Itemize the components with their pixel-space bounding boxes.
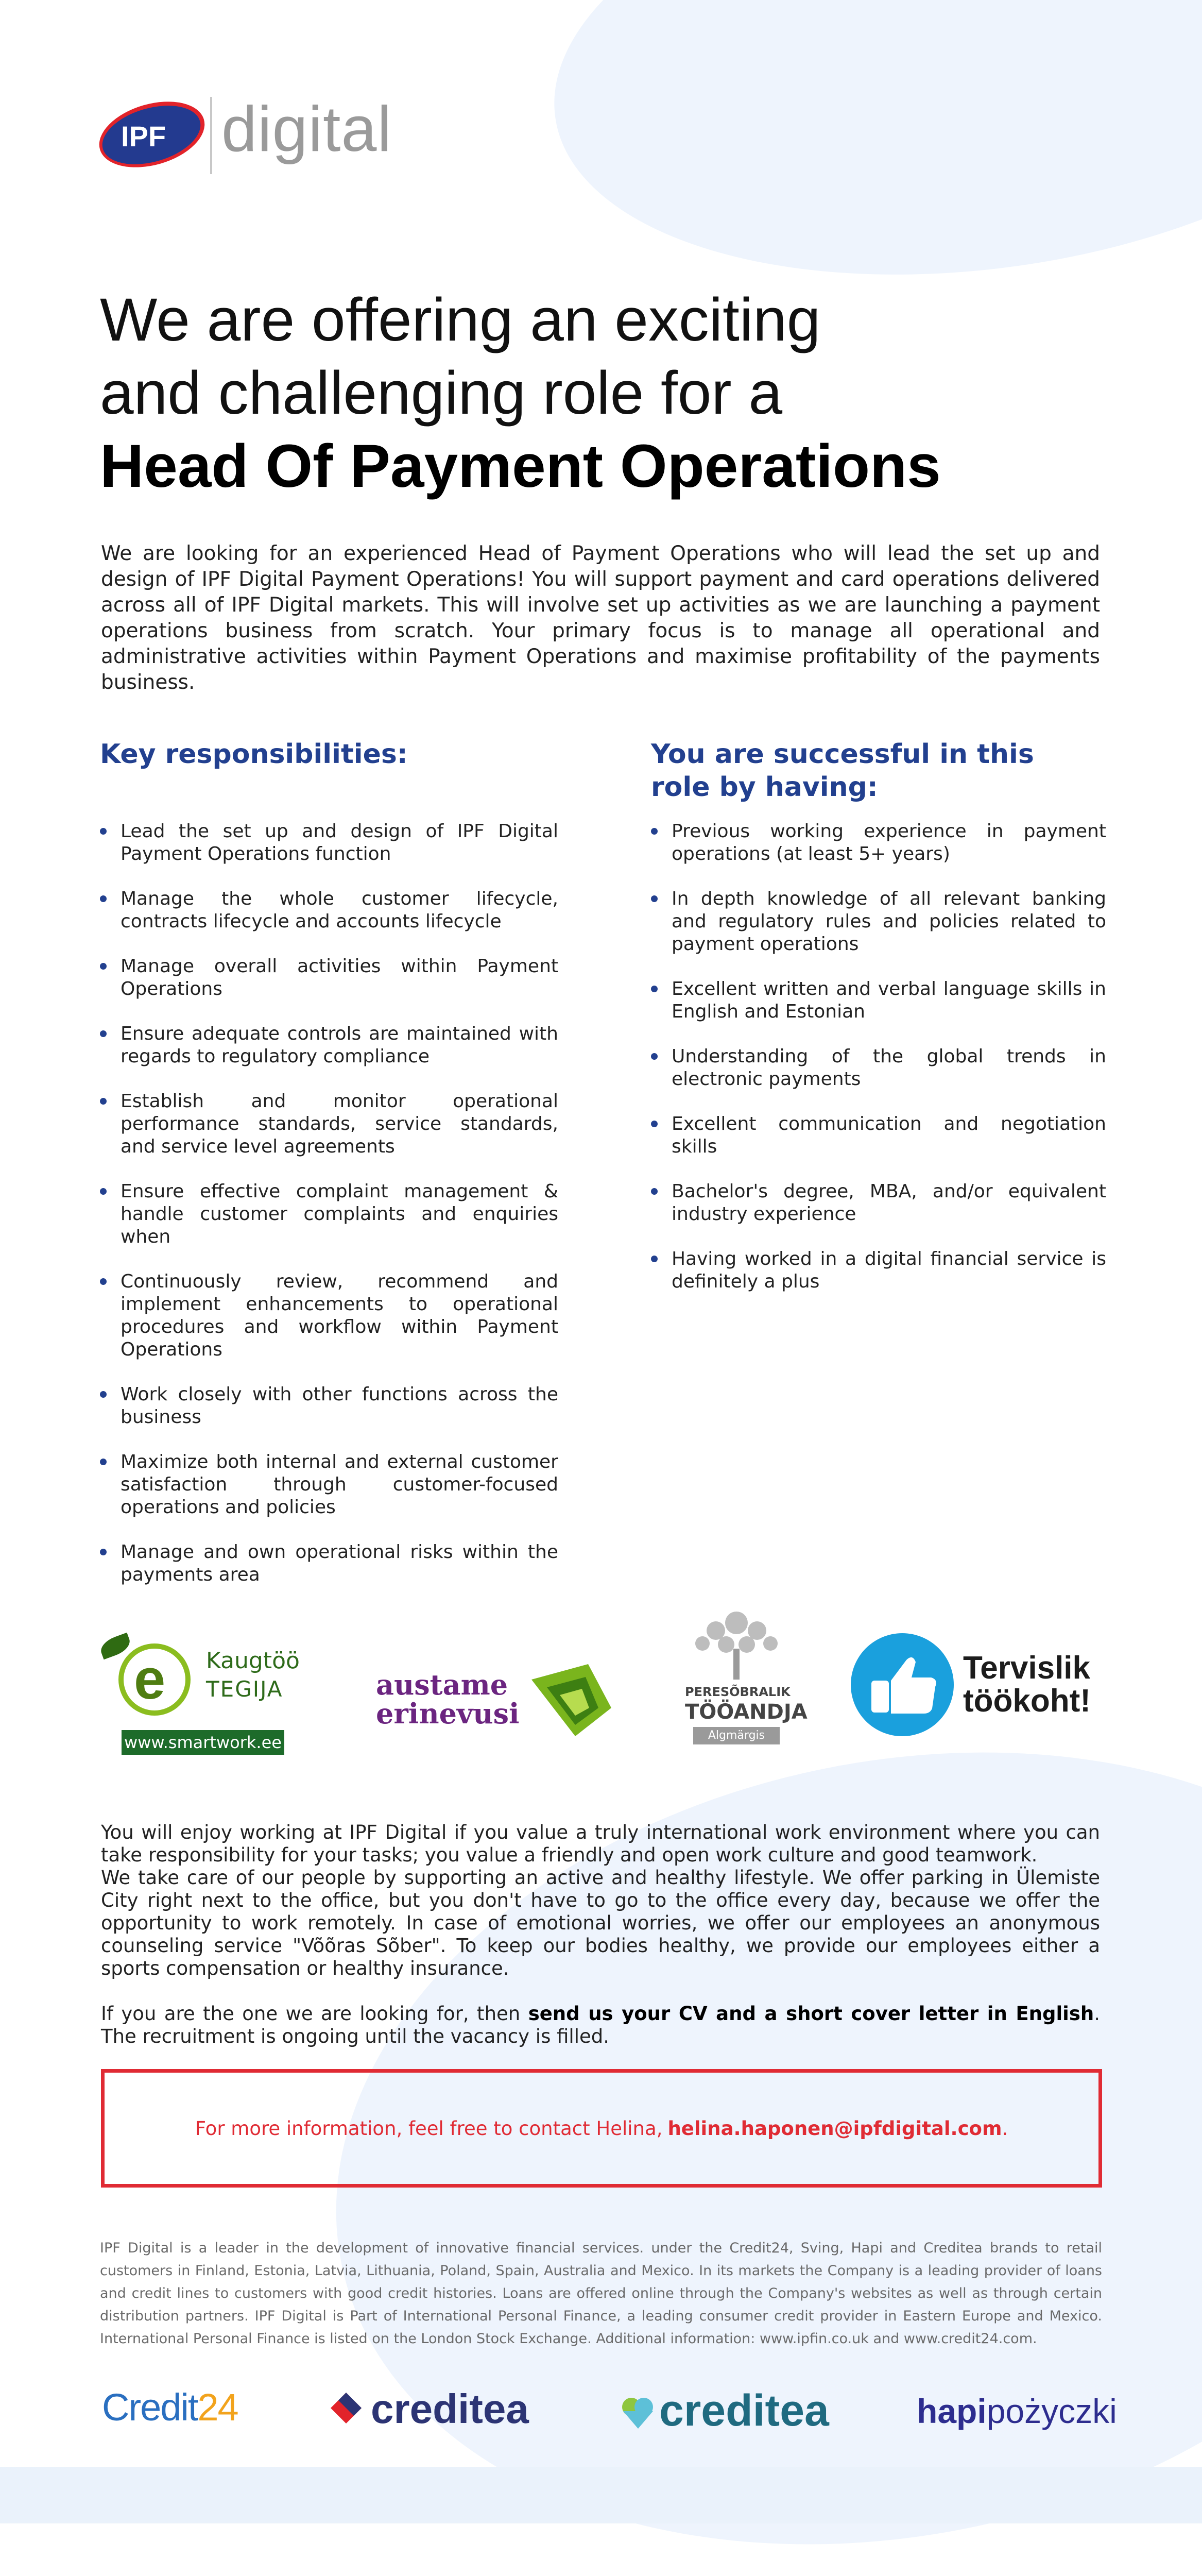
kaugtoo-tegija-badge (98, 1633, 300, 1757)
list-item: Previous working experience in payment operations (at least 5+ years) (651, 820, 1106, 866)
list-item: Manage and own operational risks within the payments area (100, 1541, 558, 1586)
bullet-icon (651, 895, 658, 902)
headline-line-1: We are offering an exciting (100, 286, 821, 354)
austame-text: austame erinevusi (376, 1668, 520, 1730)
bullet-icon (100, 1391, 107, 1398)
bullet-icon (651, 986, 658, 992)
tervislik-tookoht-badge (851, 1633, 1093, 1741)
headline (100, 283, 1078, 503)
tooandja-label: TÖÖANDJA (685, 1700, 808, 1724)
benefits-paragraph-2: We take care of our people by supporting an active and healthy lifestyle. We offer parking in Ülemiste City right next to the office, but you don't have to go to the office every day, because we offer the opportunity to work remotely. In case of emotional worries, we offer our employees an anonymous counseling service "Võõras Sõber". To keep our bodies healthy, we provide our employees either a sports compensation or healthy insurance. (101, 1867, 1100, 1979)
bullet-icon (100, 1278, 107, 1285)
tree-icon (690, 1607, 783, 1680)
contact-text: For more information, feel free to contact Helina, (195, 2117, 663, 2140)
ipf-digital-logo (98, 88, 417, 191)
contact-box: For more information, feel free to contact Helina, helina.haponen@ipfdigital.com . (101, 2069, 1102, 2188)
requirements-section (651, 738, 1106, 1315)
intro-paragraph: We are looking for an experienced Head of Payment Operations who will lead the set up and design of IPF Digital Payment Operations! You will support payment and card operations delivered across all of IPF Digital markets. This will involve set up activities as we are launching a payment operations business from scratch. Your primary focus is to manage all operational and administrative activities within Payment Operations and maximise profitability of the payments business. (101, 542, 1100, 694)
kaugtoo-label: Kaugtöö (206, 1648, 300, 1674)
list-item: Excellent written and verbal language skills in English and Estonian (651, 978, 1106, 1023)
application-paragraph: If you are the one we are looking for, then send us your CV and a short cover letter in English. The recruitment is ongoing until the vacancy is filled. (101, 2003, 1100, 2047)
requirements-list (651, 820, 1106, 1293)
bullet-icon (100, 1188, 107, 1195)
e-letter-icon: e (134, 1648, 166, 1711)
bullet-icon (651, 828, 658, 835)
bullet-icon (651, 1188, 658, 1195)
algmargis-label: Algmärgis (693, 1727, 780, 1744)
smartwork-url: www.smartwork.ee (122, 1730, 284, 1755)
list-item: Bachelor's degree, MBA, and/or equivalent industry experience (651, 1180, 1106, 1226)
list-item: Lead the set up and design of IPF Digital Payment Operations function (100, 820, 558, 866)
list-item: In depth knowledge of all relevant banking and regulatory rules and policies related to payment operations (651, 888, 1106, 956)
creditea-logo-1: creditea (371, 2386, 529, 2432)
credit24-logo: Credit24 (102, 2386, 238, 2429)
creditea-logo-2: creditea (659, 2386, 829, 2435)
hapi-pozyczki-logo: hapipożyczki (917, 2392, 1117, 2430)
list-item: Work closely with other functions across the business (100, 1383, 558, 1429)
tegija-label: TEGIJA (206, 1676, 283, 1702)
creditea-heart-icon (620, 2395, 656, 2431)
list-item: Excellent communication and negotiation skills (651, 1113, 1106, 1158)
background-shape-top (526, 0, 1202, 327)
job-title: Head Of Payment Operations (100, 432, 941, 500)
contact-email-link[interactable]: helina.haponen@ipfdigital.com (667, 2117, 1002, 2140)
benefits-paragraph-1: You will enjoy working at IPF Digital if you value a truly international work environment where you can take responsibility for your tasks; you value a friendly and open work culture and good teamwork. (101, 1821, 1100, 1866)
green-shape-icon (526, 1659, 614, 1741)
company-description: IPF Digital is a leader in the development of innovative financial services. under the Credit24, Sving, Hapi and Creditea brands to retail customers in Finland, Estonia, Latvia, Lithuania, Poland, Spain, Australia and Mexico. In its markets the Company is a leading provider of loans and credit lines to customers with good credit histories. Loans are offered online through the Company's websites as well as through certain distribution partners. IPF Digital is Part of International Personal Finance, a leading consumer credit provider in Eastern Europe and Mexico. International Personal Finance is listed on the London Stock Exchange. Additional information: www.ipfin.co.uk and www.credit24.com. (100, 2240, 1102, 2347)
list-item: Ensure adequate controls are maintained with regards to regulatory compliance (100, 1023, 558, 1068)
brand-logos-row (98, 2375, 1117, 2437)
peresobralik-label: PERESÕBRALIK (685, 1685, 791, 1699)
application-instruction: send us your CV and a short cover letter in English (528, 2003, 1094, 2025)
list-item: Manage the whole customer lifecycle, contracts lifecycle and accounts lifecycle (100, 888, 558, 933)
bullet-icon (100, 1549, 107, 1555)
headline-line-2: and challenging role for a (100, 359, 783, 427)
list-item: Maximize both internal and external customer satisfaction through customer-focused operations and policies (100, 1451, 558, 1519)
list-item: Ensure effective complaint management & handle customer complaints and enquiries when (100, 1180, 558, 1248)
logo-digital-text: digital (221, 94, 392, 165)
requirements-title-line-1: You are successful in this (651, 739, 1034, 770)
list-item: Establish and monitor operational performance standards, service standards, and service level agreements (100, 1090, 558, 1158)
bullet-icon (100, 1098, 107, 1105)
list-item: Having worked in a digital financial service is definitely a plus (651, 1248, 1106, 1293)
bullet-icon (100, 1030, 107, 1037)
bullet-icon (651, 1053, 658, 1060)
creditea-diamond-icon (330, 2392, 363, 2425)
logo-ipf-text: IPF (121, 120, 166, 152)
benefits-section (101, 1821, 1100, 2048)
bullet-icon (100, 1459, 107, 1465)
peresobralik-tooandja-badge (685, 1607, 808, 1752)
bullet-icon (651, 1256, 658, 1262)
thumbs-up-icon (851, 1633, 954, 1736)
list-item: Understanding of the global trends in electronic payments (651, 1045, 1106, 1091)
footer-band (0, 2467, 1202, 2523)
list-item: Continuously review, recommend and implement enhancements to operational procedures and workflow within Payment Operations (100, 1270, 558, 1361)
bullet-icon (100, 895, 107, 902)
tervislik-text: Tervislik töökoht! (963, 1650, 1091, 1719)
bullet-icon (100, 828, 107, 835)
bullet-icon (651, 1121, 658, 1127)
logo-divider (210, 97, 212, 174)
responsibilities-title: Key responsibilities: (100, 739, 408, 770)
austame-erinevusi-badge (372, 1649, 614, 1741)
list-item: Manage overall activities within Payment Operations (100, 955, 558, 1001)
bullet-icon (100, 963, 107, 970)
requirements-title-line-2: role by having: (651, 772, 878, 803)
responsibilities-section (100, 738, 558, 1608)
responsibilities-list (100, 820, 558, 1586)
